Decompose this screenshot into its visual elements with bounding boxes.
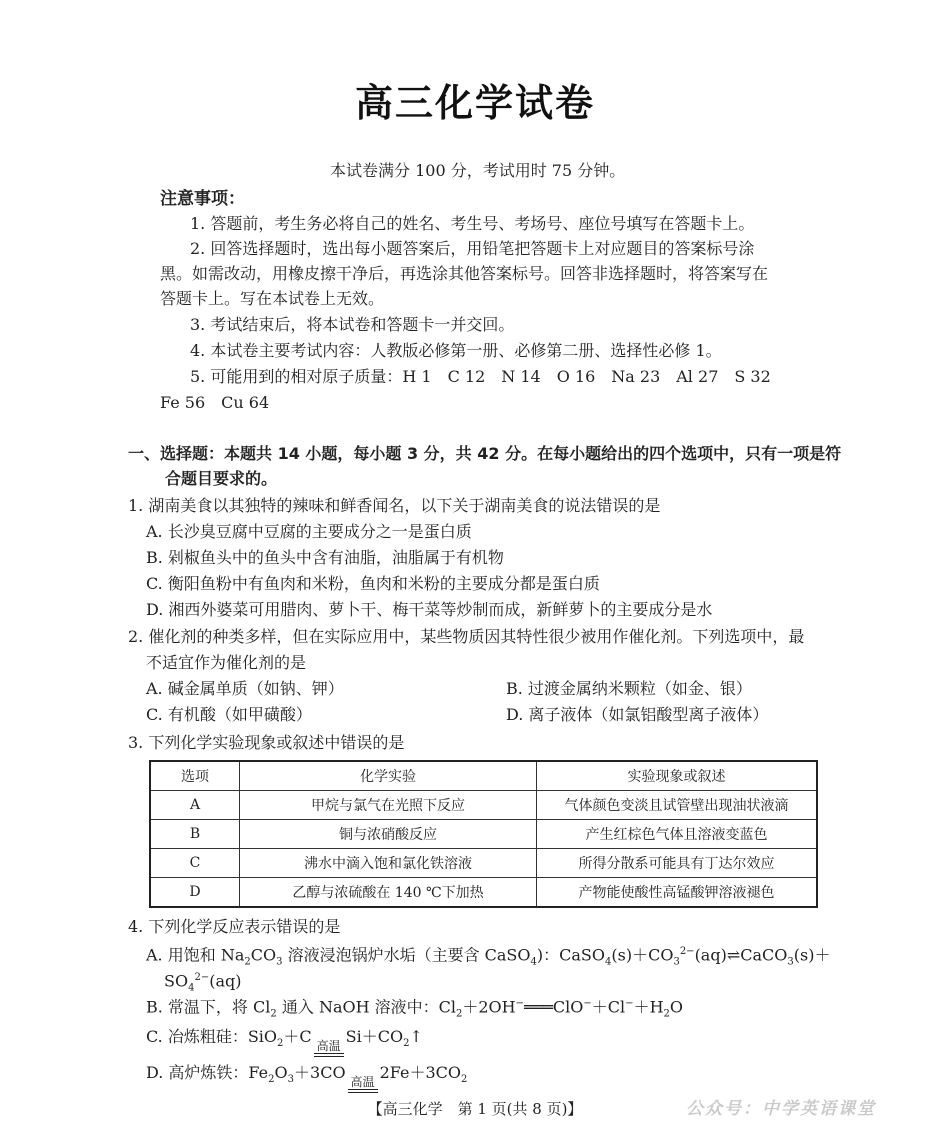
- table-cell: 所得分散系可能具有丁达尔效应: [537, 849, 818, 878]
- table-row: [150, 878, 817, 908]
- q4-option-a-label: A. 用饱和 Na: [146, 945, 245, 965]
- q1-option-b: B. 剁椒鱼头中的鱼头中含有油脂，油脂属于有机物: [146, 548, 504, 567]
- table-row: [150, 849, 817, 878]
- table-header-row: [150, 761, 817, 791]
- table-cell: A: [150, 791, 240, 820]
- q2-option-d: D. 离子液体（如氯铝酸型离子液体）: [506, 705, 769, 724]
- watermark: 公众号：中学英语课堂: [686, 1099, 876, 1119]
- table-row: [150, 791, 817, 820]
- q2-option-a: A. 碱金属单质（如钠、钾）: [146, 679, 344, 698]
- table-cell: C: [150, 849, 240, 878]
- q4-option-b-label: B. 常温下，将 Cl: [146, 997, 271, 1017]
- table-cell: 甲烷与氯气在光照下反应: [240, 791, 537, 820]
- page-footer: 【高三化学 第 1 页(共 8 页)】: [367, 1100, 583, 1118]
- notes-heading: 注意事项：: [160, 189, 245, 209]
- table-header: 实验现象或叙述: [537, 761, 818, 791]
- table-row: [150, 820, 817, 849]
- q4-stem: 4. 下列化学反应表示错误的是: [128, 917, 341, 936]
- q4-option-a-text: 溶液浸泡锅炉水垢（主要含 CaSO: [287, 945, 531, 965]
- q2-option-c: C. 有机酸（如甲磺酸）: [146, 705, 312, 724]
- note-line: 5. 可能用到的相对原子质量：H 1 C 12 N 14 O 16 Na 23 Al 27 S 32: [190, 367, 771, 386]
- table-header: 化学实验: [240, 761, 537, 791]
- section-heading: 一、选择题：本题共 14 小题，每小题 3 分，共 42 分。在每小题给出的四个选项中，只有一项是符: [128, 444, 842, 463]
- note-line: 黑。如需改动，用橡皮擦干净后，再选涂其他答案标号。回答非选择题时，将答案写在: [160, 264, 769, 283]
- q3-table: [149, 760, 818, 908]
- q4-option-d-label: D. 高炉炼铁：Fe: [146, 1063, 269, 1082]
- condition-label: 高温: [316, 1039, 341, 1054]
- note-line: 1. 答题前，考生务必将自己的姓名、考生号、考场号、座位号填写在答题卡上。: [190, 214, 755, 233]
- table-cell: 沸水中滴入饱和氯化铁溶液: [240, 849, 537, 878]
- table-cell: 产生红棕色气体且溶液变蓝色: [537, 820, 818, 849]
- table-cell: 铜与浓硝酸反应: [240, 820, 537, 849]
- q4-option-d: D. 高炉炼铁：$Fe_2O_3+3CO$ 高温 $2Fe+3CO_2$: [146, 1060, 467, 1093]
- table-cell: B: [150, 820, 240, 849]
- q2-stem: 2. 催化剂的种类多样，但在实际应用中，某些物质因其特性很少被用作催化剂。下列选项中，最: [128, 627, 805, 646]
- q1-option-a: A. 长沙臭豆腐中豆腐的主要成分之一是蛋白质: [146, 522, 472, 541]
- q1-option-c: C. 衡阳鱼粉中有鱼肉和米粉，鱼肉和米粉的主要成分都是蛋白质: [146, 574, 600, 593]
- note-line: 答题卡上。写在本试卷上无效。: [160, 289, 385, 308]
- q4-option-c-label: C. 冶炼粗硅：SiO: [146, 1027, 278, 1046]
- table-header: 选项: [150, 761, 240, 791]
- q4-option-a: A. 用饱和 $Na_2CO_3$ 溶液浸泡锅炉水垢（主要含 CaSO$_4$)：$CaSO_4(s)+CO_3^{2-}(aq)\rightleftharpoons CaCO_3(s)+$: [146, 945, 831, 968]
- q4-option-b: B. 常温下，将 $Cl_2$ 通入 NaOH 溶液中：$Cl_2+2OH^-═══ClO^-+Cl^-+H_2O$: [146, 997, 684, 1020]
- section-heading-cont: 合题目要求的。: [165, 469, 278, 488]
- q4-option-a-cont: $SO_4^{2-}(aq)$: [164, 971, 242, 994]
- note-line: Fe 56 Cu 64: [160, 393, 270, 412]
- table-cell: 产物能使酸性高锰酸钾溶液褪色: [537, 878, 818, 908]
- q4-option-c: C. 冶炼粗硅：SiO$_2$＋C 高温 $Si+CO_2↑$: [146, 1024, 423, 1057]
- exam-intro: 本试卷满分 100 分，考试用时 75 分钟。: [330, 161, 626, 180]
- page-title: 高三化学试卷: [354, 81, 595, 125]
- table-cell: D: [150, 878, 240, 908]
- q3-stem: 3. 下列化学实验现象或叙述中错误的是: [128, 733, 405, 752]
- q2-stem-cont: 不适宜作为催化剂的是: [146, 653, 307, 672]
- note-line: 3. 考试结束后，将本试卷和答题卡一并交回。: [190, 315, 515, 334]
- q1-option-d: D. 湘西外婆菜可用腊肉、萝卜干、梅干菜等炒制而成，新鲜萝卜的主要成分是水: [146, 600, 713, 619]
- note-line: 4. 本试卷主要考试内容：人教版必修第一册、必修第二册、选择性必修 1。: [190, 341, 722, 360]
- q1-stem: 1. 湖南美食以其独特的辣味和鲜香闻名，以下关于湖南美食的说法错误的是: [128, 496, 661, 515]
- q2-option-b: B. 过渡金属纳米颗粒（如金、银）: [506, 679, 752, 698]
- note-line: 2. 回答选择题时，选出每小题答案后，用铅笔把答题卡上对应题目的答案标号涂: [190, 239, 755, 258]
- table-cell: 乙醇与浓硫酸在 140 ℃下加热: [240, 878, 537, 908]
- table-cell: 气体颜色变淡且试管壁出现油状液滴: [537, 791, 818, 820]
- condition-label: 高温: [350, 1075, 375, 1090]
